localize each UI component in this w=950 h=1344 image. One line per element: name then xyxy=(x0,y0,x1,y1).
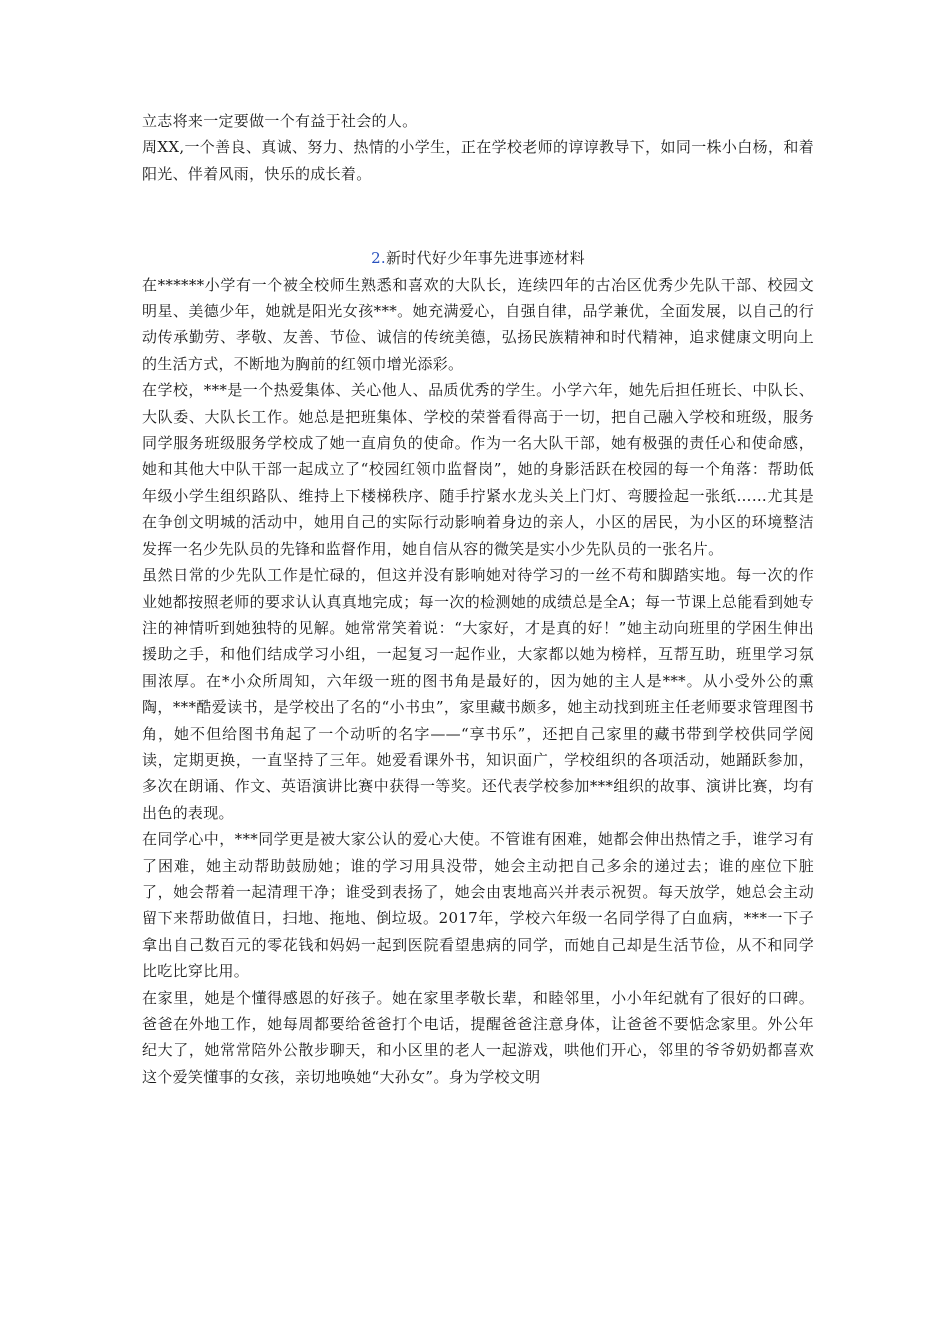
section-heading xyxy=(142,245,814,271)
body-paragraph-4: 在同学心中，***同学更是被大家公认的爱心大使。不管谁有困难，她都会伸出热情之手，谁学习有了困难，她主动帮助鼓励她；谁的学习用具没带，她会主动把自己多余的递过去；谁的座位下脏了，她会帮着一起清理干净；谁受到表扬了，她会由衷地高兴并表示祝贺。每天放学，她总会主动留下来帮助做值日，扫地、拖地、倒垃圾。2017年，学校六年级一名同学得了白血病，***一下子拿出自己数百元的零花钱和妈妈一起到医院看望患病的同学，而她自己却是生活节俭，从不和同学比吃比穿比用。 xyxy=(142,830,814,981)
intro-paragraph-1: 立志将来一定要做一个有益于社会的人。 xyxy=(142,112,418,130)
section-gap xyxy=(142,187,814,245)
body-paragraph-5: 在家里，她是个懂得感恩的好孩子。她在家里孝敬长辈，和睦邻里，小小年纪就有了很好的口碑。爸爸在外地工作，她每周都要给爸爸打个电话，提醒爸爸注意身体，让爸爸不要惦念家里。外公年纪大了，她常常陪外公散步聊天，和小区里的老人一起游戏，哄他们开心，邻里的爷爷奶奶都喜欢这个爱笑懂事的女孩，亲切地唤她“大孙女”。身为学校文明 xyxy=(142,988,814,1086)
intro-paragraph-2: 周XX,一个善良、真诚、努力、热情的小学生，正在学校老师的谆谆教导下，如同一株小白杨，和着阳光、伴着风雨，快乐的成长着。 xyxy=(142,138,814,183)
body-paragraph-2: 在学校，***是一个热爱集体、关心他人、品质优秀的学生。小学六年，她先后担任班长、中队长、大队委、大队长工作。她总是把班集体、学校的荣誉看得高于一切，把自己融入学校和班级，服务同学服务班级服务学校成了她一直肩负的使命。作为一名大队干部，她有极强的责任心和使命感，她和其他大中队干部一起成立了“校园红领巾监督岗”，她的身影活跃在校园的每一个角落：帮助低年级小学生组织路队、维持上下楼梯秩序、随手拧紧水龙头关上门灯、弯腰捡起一张纸……尤其是在争创文明城的活动中，她用自己的实际行动影响着身边的亲人，小区的居民，为小区的环境整洁发挥一名少先队员的先锋和监督作用，她自信从容的微笑是实小少先队员的一张名片。 xyxy=(142,381,814,558)
body-paragraph-1: 在******小学有一个被全校师生熟悉和喜欢的大队长，连续四年的古冶区优秀少先队干部、校园文明星、美德少年，她就是阳光女孩***。她充满爱心，自强自律，品学兼优，全面发展，以自己的行动传承勤劳、孝敬、友善、节俭、诚信的传统美德，弘扬民族精神和时代精神，追求健康文明向上的生活方式，不断地为胸前的红领巾增光添彩。 xyxy=(142,275,814,373)
section-title: 新时代好少年事先进事迹材料 xyxy=(386,249,585,268)
document-page xyxy=(142,108,814,1090)
section-number: 2. xyxy=(371,249,386,268)
body-paragraph-3: 虽然日常的少先队工作是忙碌的，但这并没有影响她对待学习的一丝不苟和脚踏实地。每一次的作业她都按照老师的要求认认真真地完成；每一次的检测她的成绩总是全A；每一节课上总能看到她专注的神情听到她独特的见解。她常常笑着说：“大家好，才是真的好！”她主动向班里的学困生伸出援助之手，和他们结成学习小组，一起复习一起作业，大家都以她为榜样，互帮互助，班里学习氛围浓厚。在*小众所周知，六年级一班的图书角是最好的，因为她的主人是***。从小受外公的熏陶，***酷爱读书，是学校出了名的“小书虫”，家里藏书颇多，她主动找到班主任老师要求管理图书角，她不但给图书角起了一个动听的名字——“享书乐”，还把自己家里的藏书带到学校供同学阅读，定期更换，一直坚持了三年。她爱看课外书，知识面广，学校组织的各项活动，她踊跃参加，多次在朗诵、作文、英语演讲比赛中获得一等奖。还代表学校参加***组织的故事、演讲比赛，均有出色的表现。 xyxy=(142,566,814,822)
